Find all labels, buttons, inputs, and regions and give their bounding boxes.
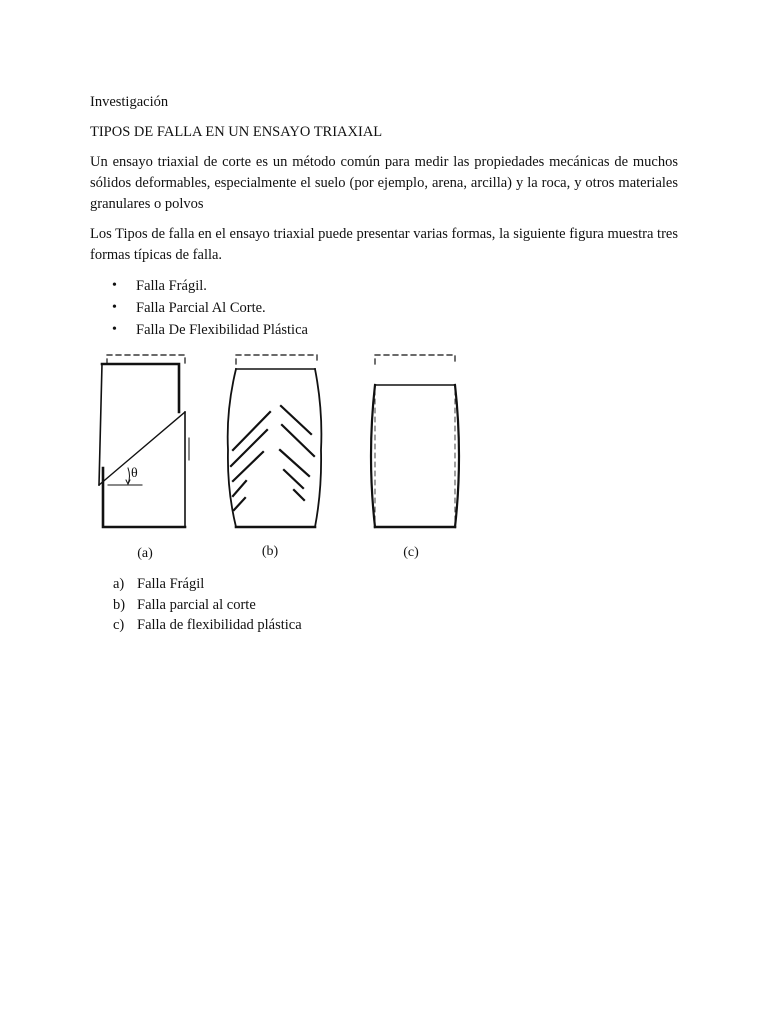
- specimen-c-plastic: [371, 355, 459, 527]
- failure-modes-figure: [90, 350, 490, 565]
- list-item: [90, 615, 490, 636]
- original-outline-c: [375, 355, 455, 364]
- specimen-a-brittle: [99, 355, 189, 527]
- list-item-text: Falla Frágil: [137, 576, 205, 592]
- list-marker: a): [113, 576, 125, 592]
- paragraph-intro: Un ensayo triaxial de corte es un método común para medir las propiedades mecánicas de muchos sólidos deformables, especialmente el suelo (por ejemplo, arena, arcilla) y la roca, y otros materiales granulares o polvos: [90, 154, 678, 212]
- specimen-b-partial-shear: [228, 355, 322, 527]
- list-item: [90, 595, 490, 616]
- failure-types-list: [90, 275, 678, 341]
- failure-legend-list: [90, 574, 490, 636]
- document-body: [90, 92, 678, 341]
- failure-modes-drawing: [90, 350, 490, 565]
- paragraph-types: Los Tipos de falla en el ensayo triaxial puede presentar varias formas, la siguiente figura muestra tres formas típicas de falla.: [90, 226, 678, 263]
- list-marker: c): [113, 617, 125, 633]
- list-item: • Falla Frágil.: [90, 275, 678, 297]
- header-label: Investigación: [90, 94, 169, 110]
- angle-symbol: θ: [131, 466, 138, 481]
- list-item-text: Falla parcial al corte: [137, 596, 256, 613]
- list-item: [90, 574, 490, 595]
- list-marker: b): [113, 596, 126, 613]
- caption-c: (c): [403, 545, 419, 560]
- list-item: • Falla De Flexibilidad Plástica: [90, 319, 678, 341]
- caption-b: (b): [261, 544, 279, 559]
- caption-a: (a): [137, 546, 153, 561]
- original-outline-b: [236, 355, 317, 364]
- list-item: • Falla Parcial Al Corte.: [90, 297, 678, 319]
- document-title: TIPOS DE FALLA EN UN ENSAYO TRIAXIAL: [90, 124, 383, 140]
- original-outline-a: [107, 355, 185, 364]
- list-item-text: Falla de flexibilidad plástica: [137, 617, 302, 633]
